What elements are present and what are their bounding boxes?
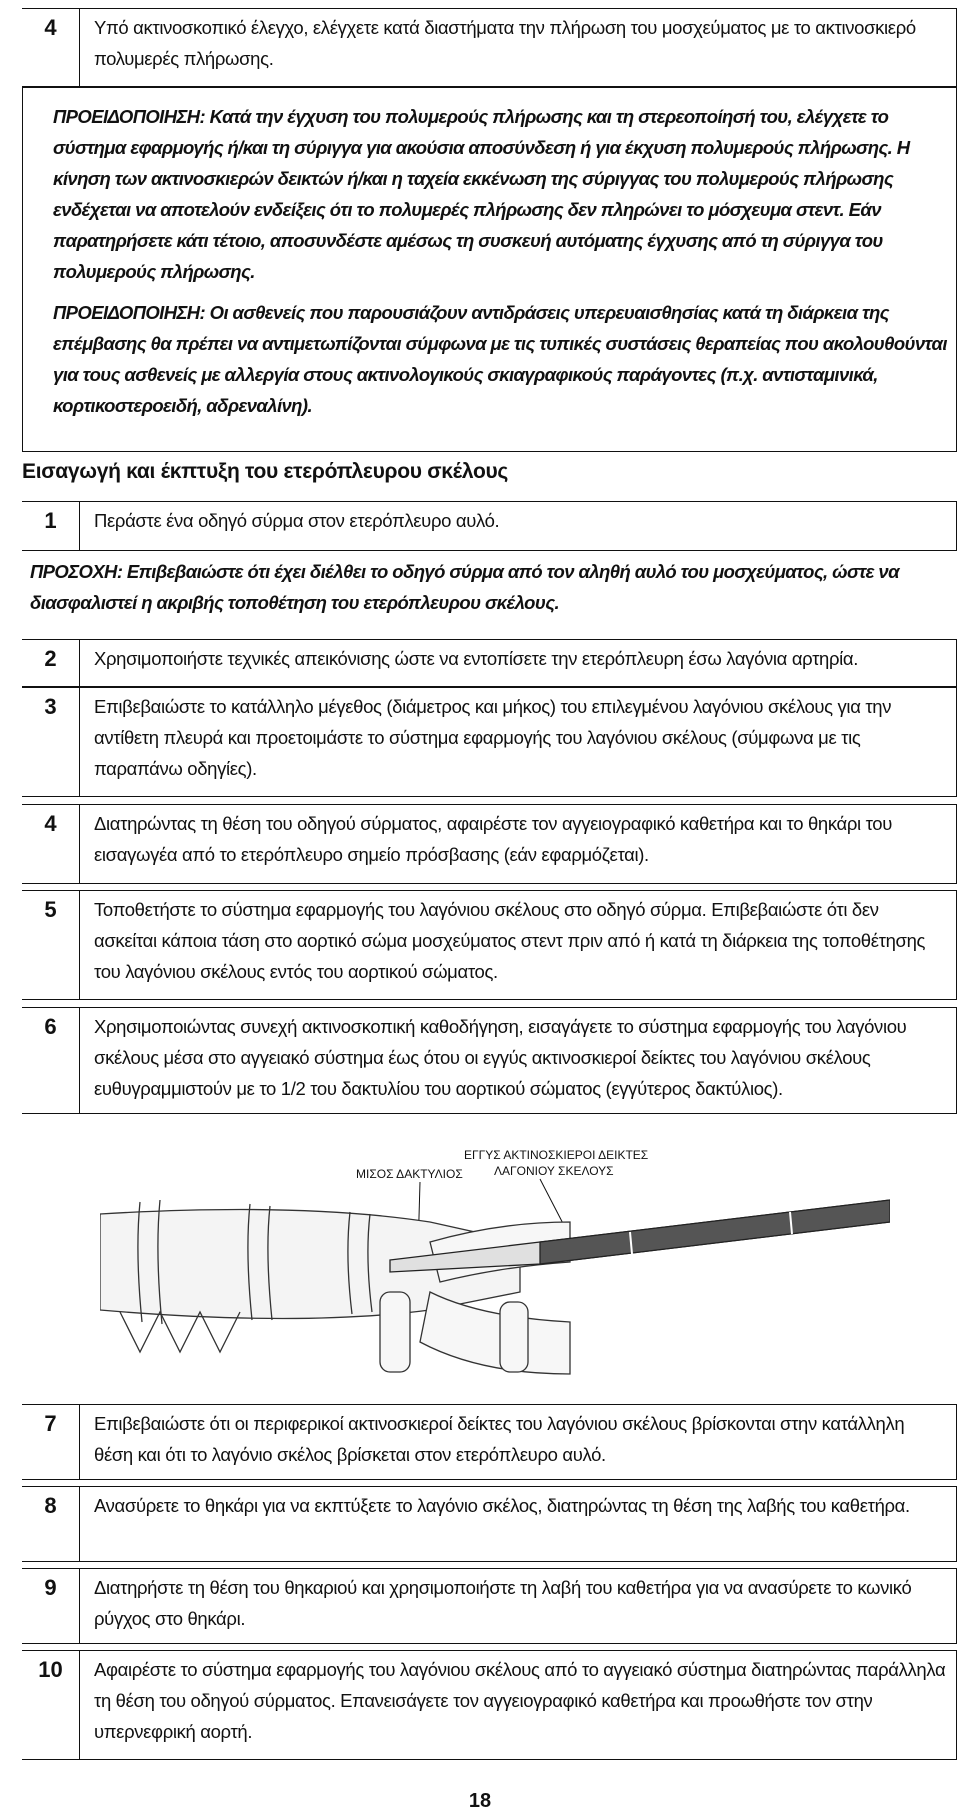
step-number: 10 (22, 1651, 80, 1759)
step-text: Επιβεβαιώστε το κατάλληλο μέγεθος (διάμετρος και μήκος) του επιλεγμένου λαγόνιου σκέλους για την αντίθετη πλευρά και προετοιμάστε το σύστημα εφαρμογής του λαγόνιου σκέλους (σύμφωνα με τις παραπάνω οδηγίες). (94, 696, 892, 779)
step-number: 9 (22, 1569, 80, 1643)
step-4 (22, 804, 957, 884)
step-number: 8 (22, 1487, 80, 1561)
step-number: 2 (22, 640, 80, 686)
step-number: 3 (22, 688, 80, 796)
step-number: 1 (22, 502, 80, 550)
step-top-4 (22, 8, 957, 88)
step-number: 5 (22, 891, 80, 999)
step-text: Χρησιμοποιώντας συνεχή ακτινοσκοπική καθοδήγηση, εισαγάγετε το σύστημα εφαρμογής του λαγόνιου σκέλους μέσα στο αγγειακό σύστημα έως ότου οι εγγύς ακτινοσκιεροί δείκτες του λαγόνιου σκέλους ευθυγραμμιστούν με το 1/2 του δακτυλίου του αορτικού σώματος (εγγύτερος δακτύλιος). (94, 1016, 907, 1099)
step-number: 7 (22, 1405, 80, 1479)
step-7 (22, 1404, 957, 1480)
step-1 (22, 501, 957, 551)
step-text: Τοποθετήστε το σύστημα εφαρμογής του λαγόνιου σκέλους στο οδηγό σύρμα. Επιβεβαιώστε ότι δεν ασκείται κάποια τάση στο αορτικό σώμα μοσχεύματος στεντ πριν από ή κατά τη διάρκεια της τοποθέτησης του λαγόνιου σκέλους εντός του αορτικού σώματος. (94, 899, 926, 982)
step-2 (22, 639, 957, 687)
step-8 (22, 1486, 957, 1562)
step-text: Αφαιρέστε το σύστημα εφαρμογής του λαγόνιου σκέλους από το αγγειακό σύστημα διατηρώντας παράλληλα τη θέση του οδηγού σύρματος. Επανεισάγετε τον αγγειογραφικό καθετήρα και προωθήστε τον στην υπερνεφρική αορτή. (94, 1659, 946, 1742)
step-9 (22, 1568, 957, 1644)
step-number: 4 (22, 805, 80, 883)
step-text: Ανασύρετε το θηκάρι για να εκπτύξετε το λαγόνιο σκέλος, διατηρώντας τη θέση της λαβής του καθετήρα. (94, 1495, 910, 1516)
warnings-box (22, 86, 957, 452)
iliac-limb-figure (100, 1142, 890, 1392)
step-number: 4 (22, 9, 80, 87)
caution-guidewire: ΠΡΟΣΟΧΗ: Επιβεβαιώστε ότι έχει διέλθει το οδηγό σύρμα από τον αληθή αυλό του μοσχεύματος, ώστε να διασφαλιστεί η ακριβής τοποθέτηση του ετερόπλευρου σκέλους. (30, 561, 899, 613)
step-text: Επιβεβαιώστε ότι οι περιφερικοί ακτινοσκιεροί δείκτες του λαγόνιου σκέλους βρίσκονται στην κατάλληλη θέση και ότι το λαγόνιο σκέλος βρίσκεται στον ετερόπλευρο αυλό. (94, 1413, 905, 1465)
step-3 (22, 687, 957, 797)
section-title: Εισαγωγή και έκπτυξη του ετερόπλευρου σκέλους (22, 460, 509, 483)
page-number: 18 (468, 1790, 492, 1812)
step-text: Διατηρήστε τη θέση του θηκαριού και χρησιμοποιήστε τη λαβή του καθετήρα για να ανασύρετε το κωνικό ρύγχος στο θηκάρι. (94, 1577, 912, 1629)
label-markers-line2: ΛΑΓΟΝΙΟΥ ΣΚΕΛΟΥΣ (494, 1164, 614, 1178)
step-text: Διατηρώντας τη θέση του οδηγού σύρματος, αφαιρέστε τον αγγειογραφικό καθετήρα και το θηκάρι του εισαγωγέα από το ετερόπλευρο σημείο πρόσβασης (εάν εφαρμόζεται). (94, 813, 893, 865)
step-text: Περάστε ένα οδηγό σύρμα στον ετερόπλευρο αυλό. (94, 510, 500, 531)
step-number: 6 (22, 1008, 80, 1113)
warning-hypersensitivity: ΠΡΟΕΙΔΟΠΟΙΗΣΗ: Οι ασθενείς που παρουσιάζουν αντιδράσεις υπερευαισθησίας κατά τη διάρκεια της επέμβασης θα πρέπει να αντιμετωπίζονται σύμφωνα με τις τυπικές συστάσεις θεραπείας που ακολουθούνται για τους ασθενείς με αλλεργία στους ακτινολογικούς σκιαγραφικούς παράγοντες (π.χ. αντισταμινικά, κορτικοστεροειδή, αδρεναλίνη). (53, 302, 947, 416)
step-5 (22, 890, 957, 1000)
label-markers-line1: ΕΓΓΥΣ ΑΚΤΙΝΟΣΚΙΕΡΟΙ ΔΕΙΚΤΕΣ (464, 1148, 649, 1162)
step-10 (22, 1650, 957, 1760)
step-text: Υπό ακτινοσκοπικό έλεγχο, ελέγχετε κατά διαστήματα την πλήρωση του μοσχεύματος με το ακτινοσκιερό πολυμερές πλήρωσης. (94, 17, 916, 69)
label-half-ring: ΜΙΣΟΣ ΔΑΚΤΥΛΙΟΣ (356, 1167, 463, 1181)
step-text: Χρησιμοποιήστε τεχνικές απεικόνισης ώστε να εντοπίσετε την ετερόπλευρη έσω λαγόνια αρτηρία. (94, 648, 859, 669)
step-6 (22, 1007, 957, 1114)
warning-filling-polymer: ΠΡΟΕΙΔΟΠΟΙΗΣΗ: Κατά την έγχυση του πολυμερούς πλήρωσης και τη στερεοποίησή του, ελέγχετε το σύστημα εφαρμογής ή/και τη σύριγγα για ακούσια αποσύνδεση ή για έκχυση πολυμερούς πλήρωσης. Η κίνηση των ακτινοσκιερών δεικτών ή/και η ταχεία εκκένωση της σύριγγας του πολυμερούς πλήρωσης ενδέχεται να αποτελούν ενδείξεις ότι το πολυμερές πλήρωσης δεν πληρώνει το μόσχευμα στεντ. Εάν παρατηρήσετε κάτι τέτοιο, αποσυνδέστε αμέσως τη συσκευή αυτόματης έγχυσης από τη σύριγγα του πολυμερούς πλήρωσης. (53, 106, 910, 282)
